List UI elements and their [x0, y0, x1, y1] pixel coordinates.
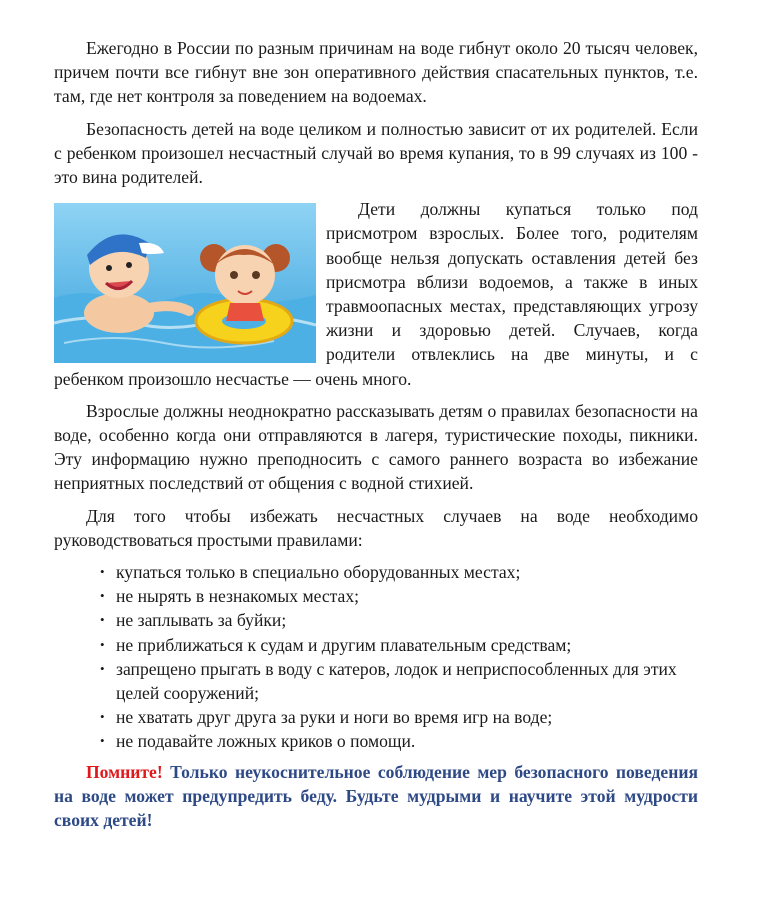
document-page: [54, 36, 698, 832]
paragraph-rules-intro: Для того чтобы избежать несчастных случаев на воде необходимо руководствоваться простыми правилами:: [54, 505, 698, 550]
list-item: • купаться только в специально оборудованных местах;: [100, 560, 698, 584]
children-swimming-illustration: [54, 203, 316, 363]
paragraph-statistics: Ежегодно в России по разным причинам на воде гибнут около 20 тысяч человек, причем почти все гибнут вне зон оперативного действия спасательных пунктов, т.е. там, где нет контроля за поведением на водоемах.: [54, 38, 698, 107]
reminder-lead: Помните!: [86, 761, 163, 782]
list-item: • не нырять в незнакомых местах;: [100, 584, 698, 608]
paragraph-adults-explain: Взрослые должны неоднократно рассказывать детям о правилах безопасности на воде, особенно когда они отправляются в лагеря, туристические походы, пикники. Эту информацию нужно преподносить с самого раннего возраста во избежание неприятных последствий от общения с водной стихией.: [54, 400, 698, 494]
reminder-text: Только неукоснительное соблюдение мер безопасного поведения на воде может предупредить беду. Будьте мудрыми и научите этой мудрости своих детей!: [54, 761, 698, 831]
list-item: • запрещено прыгать в воду с катеров, лодок и неприспособленных для этих целей сооружений;: [100, 657, 698, 705]
paragraph-supervision: Дети должны купаться только под присмотром взрослых. Более того, родителям вообще нельзя допускать оставления детей без присмотра вблизи водоемов, а также в иных травмоопасных местах, представляющих угрозу жизни и здоровью детей. Случаев, когда родители отвлеклись на две минуты, и с ребенком произошло несчастье — очень много.: [54, 199, 698, 389]
reminder-paragraph: [54, 760, 698, 833]
paragraph-parent-responsibility: Безопасность детей на воде целиком и полностью зависит от их родителей. Если с ребенком произошел несчастный случай во время купания, то в 99 случаях из 100 - это вина родителей.: [54, 118, 698, 188]
list-item: • не заплывать за буйки;: [100, 608, 698, 632]
list-item: • не приближаться к судам и другим плавательным средствам;: [100, 633, 698, 657]
list-item: • не хватать друг друга за руки и ноги во время игр на воде;: [100, 705, 698, 729]
rules-list: [54, 560, 698, 754]
list-item: • не подавайте ложных криков о помощи.: [100, 729, 698, 753]
